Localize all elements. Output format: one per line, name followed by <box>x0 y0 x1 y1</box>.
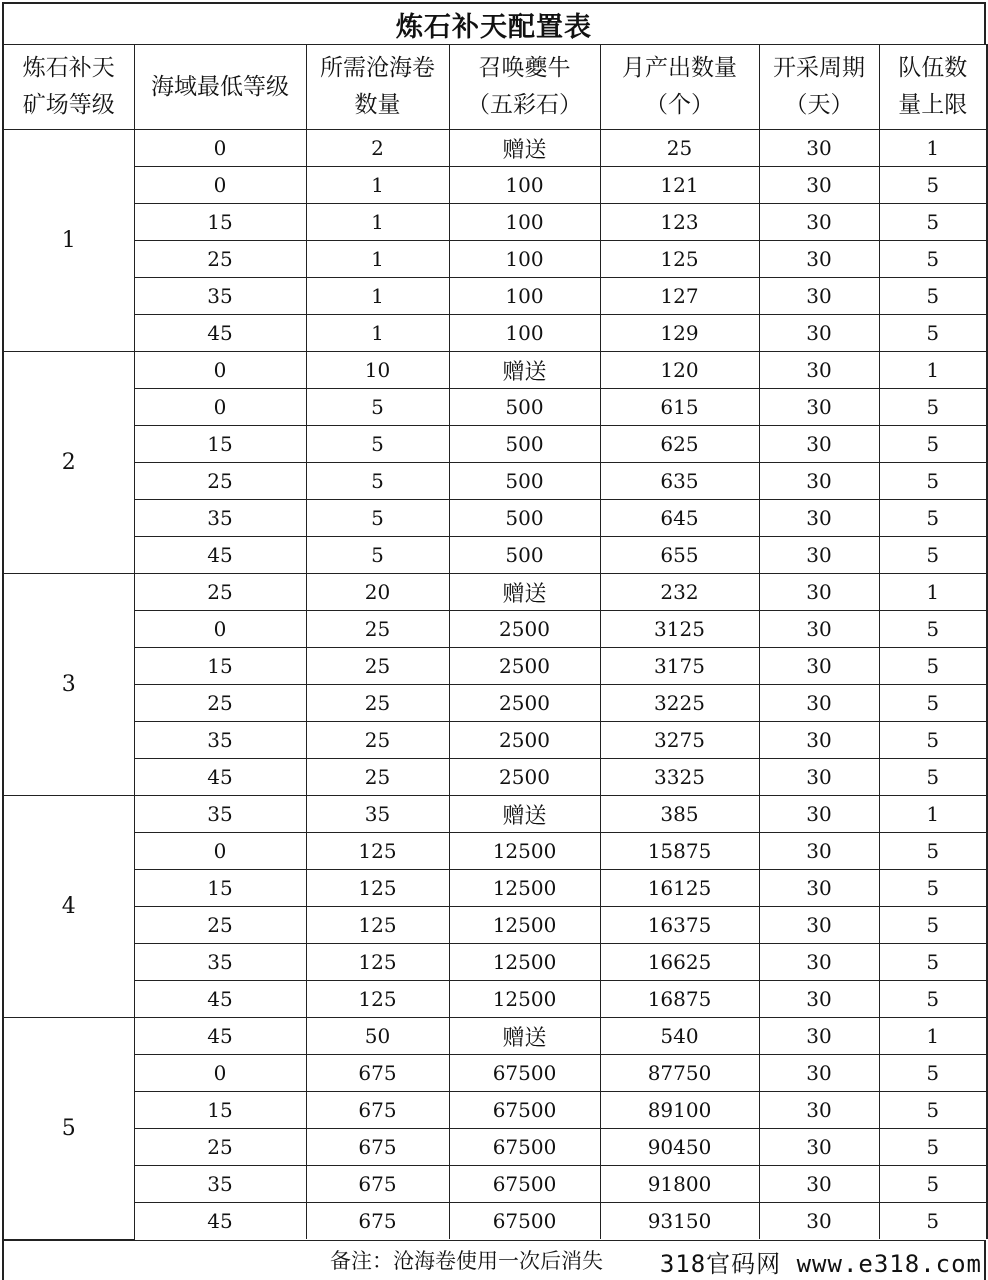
table-cell: 15 <box>134 426 306 463</box>
table-cell: 5 <box>306 500 449 537</box>
column-header-line: 海域最低等级 <box>151 73 289 100</box>
table-cell: 2500 <box>449 648 600 685</box>
mine-level-cell: 4 <box>3 796 134 1018</box>
table-row <box>3 389 987 426</box>
table-cell: 12500 <box>449 833 600 870</box>
mine-level-cell: 3 <box>3 574 134 796</box>
table-title: 炼石补天配置表 <box>2 2 986 44</box>
table-cell: 675 <box>306 1203 449 1240</box>
column-header-line: （个） <box>645 92 714 118</box>
table-cell: 0 <box>134 130 306 167</box>
table-cell: 35 <box>134 796 306 833</box>
table-cell: 50 <box>306 1018 449 1055</box>
table-cell: 123 <box>600 204 759 241</box>
table-cell: 645 <box>600 500 759 537</box>
table-cell: 5 <box>306 389 449 426</box>
header-row <box>3 45 987 130</box>
table-cell: 625 <box>600 426 759 463</box>
table-cell: 5 <box>879 1092 987 1129</box>
table-cell: 30 <box>759 833 879 870</box>
table-cell: 635 <box>600 463 759 500</box>
table-cell: 16875 <box>600 981 759 1018</box>
table-cell: 30 <box>759 315 879 352</box>
table-cell: 12500 <box>449 907 600 944</box>
column-header <box>3 45 134 130</box>
table-cell: 5 <box>879 426 987 463</box>
table-cell: 30 <box>759 1166 879 1203</box>
column-header-line: 月产出数量 <box>622 55 737 81</box>
watermark: 318官码网 www.e318.com <box>660 1244 982 1279</box>
table-cell: 1 <box>879 574 987 611</box>
table-cell: 赠送 <box>449 574 600 611</box>
table-cell: 45 <box>134 1018 306 1055</box>
table-cell: 100 <box>449 167 600 204</box>
table-cell: 90450 <box>600 1129 759 1166</box>
table-cell: 0 <box>134 352 306 389</box>
table-row <box>3 611 987 648</box>
table-cell: 2500 <box>449 722 600 759</box>
table-cell: 赠送 <box>449 796 600 833</box>
table-row <box>3 1092 987 1129</box>
table-cell: 5 <box>879 685 987 722</box>
table-cell: 500 <box>449 500 600 537</box>
table-cell: 0 <box>134 833 306 870</box>
table-row <box>3 1018 987 1055</box>
table-cell: 100 <box>449 204 600 241</box>
table-cell: 30 <box>759 463 879 500</box>
table-cell: 30 <box>759 796 879 833</box>
table-cell: 30 <box>759 241 879 278</box>
column-header-line: 所需沧海卷 <box>320 55 435 81</box>
table-cell: 10 <box>306 352 449 389</box>
table-row <box>3 167 987 204</box>
table-cell: 100 <box>449 278 600 315</box>
table-cell: 655 <box>600 537 759 574</box>
table-cell: 5 <box>879 315 987 352</box>
table-cell: 129 <box>600 315 759 352</box>
table-cell: 121 <box>600 167 759 204</box>
table-cell: 3175 <box>600 648 759 685</box>
table-row <box>3 352 987 389</box>
table-cell: 25 <box>306 685 449 722</box>
config-table <box>2 44 988 1240</box>
column-header-line: （天） <box>784 92 854 118</box>
table-cell: 30 <box>759 611 879 648</box>
column-header-line: 量上限 <box>898 92 968 118</box>
table-cell: 5 <box>879 1203 987 1240</box>
table-cell: 500 <box>449 389 600 426</box>
table-cell: 5 <box>879 167 987 204</box>
table-cell: 91800 <box>600 1166 759 1203</box>
table-cell: 120 <box>600 352 759 389</box>
column-header <box>600 45 759 130</box>
table-row <box>3 278 987 315</box>
footnote: 备注：沧海卷使用一次后消失 <box>2 1240 986 1280</box>
table-cell: 1 <box>306 204 449 241</box>
table-cell: 赠送 <box>449 130 600 167</box>
column-header <box>879 45 987 130</box>
table-row <box>3 1166 987 1203</box>
column-header <box>306 45 449 130</box>
mine-level-cell: 2 <box>3 352 134 574</box>
table-cell: 500 <box>449 537 600 574</box>
table-cell: 25 <box>134 241 306 278</box>
table-cell: 1 <box>879 130 987 167</box>
table-row <box>3 463 987 500</box>
table-row <box>3 130 987 167</box>
table-cell: 67500 <box>449 1055 600 1092</box>
table-cell: 2500 <box>449 685 600 722</box>
mine-level-cell: 1 <box>3 130 134 352</box>
table-cell: 20 <box>306 574 449 611</box>
table-cell: 30 <box>759 352 879 389</box>
table-cell: 500 <box>449 463 600 500</box>
table-cell: 87750 <box>600 1055 759 1092</box>
table-cell: 5 <box>879 611 987 648</box>
table-cell: 5 <box>879 833 987 870</box>
table-cell: 15 <box>134 1092 306 1129</box>
table-cell: 1 <box>879 796 987 833</box>
table-cell: 25 <box>306 648 449 685</box>
table-cell: 45 <box>134 1203 306 1240</box>
table-cell: 5 <box>879 500 987 537</box>
table-cell: 5 <box>879 537 987 574</box>
table-row <box>3 1129 987 1166</box>
table-row <box>3 426 987 463</box>
table-cell: 1 <box>306 315 449 352</box>
table-cell: 15875 <box>600 833 759 870</box>
column-header-line: （五彩石） <box>467 92 582 118</box>
table-cell: 30 <box>759 537 879 574</box>
table-row <box>3 1055 987 1092</box>
table-cell: 1 <box>306 167 449 204</box>
table-cell: 385 <box>600 796 759 833</box>
table-cell: 5 <box>879 204 987 241</box>
column-header <box>449 45 600 130</box>
table-cell: 赠送 <box>449 1018 600 1055</box>
table-row <box>3 833 987 870</box>
table-cell: 125 <box>306 833 449 870</box>
table-cell: 12500 <box>449 981 600 1018</box>
table-row <box>3 537 987 574</box>
table-cell: 675 <box>306 1055 449 1092</box>
table-cell: 30 <box>759 722 879 759</box>
table-cell: 35 <box>134 500 306 537</box>
table-cell: 5 <box>879 648 987 685</box>
table-cell: 2 <box>306 130 449 167</box>
table-cell: 125 <box>600 241 759 278</box>
table-cell: 67500 <box>449 1092 600 1129</box>
table-cell: 35 <box>134 722 306 759</box>
table-cell: 12500 <box>449 944 600 981</box>
table-cell: 30 <box>759 648 879 685</box>
table-cell: 30 <box>759 500 879 537</box>
table-cell: 5 <box>306 537 449 574</box>
table-cell: 25 <box>134 907 306 944</box>
table-cell: 5 <box>879 722 987 759</box>
table-cell: 15 <box>134 648 306 685</box>
table-row <box>3 685 987 722</box>
column-header-line: 队伍数 <box>898 55 968 81</box>
table-cell: 67500 <box>449 1166 600 1203</box>
table-cell: 35 <box>134 1166 306 1203</box>
table-cell: 5 <box>879 1166 987 1203</box>
table-cell: 615 <box>600 389 759 426</box>
table-cell: 127 <box>600 278 759 315</box>
table-cell: 93150 <box>600 1203 759 1240</box>
table-cell: 25 <box>134 1129 306 1166</box>
table-row <box>3 648 987 685</box>
table-cell: 30 <box>759 907 879 944</box>
table-row <box>3 796 987 833</box>
table-cell: 3125 <box>600 611 759 648</box>
column-header-line: 矿场等级 <box>22 92 115 118</box>
table-cell: 30 <box>759 1129 879 1166</box>
table-row <box>3 981 987 1018</box>
table-cell: 1 <box>306 278 449 315</box>
table-row <box>3 944 987 981</box>
table-cell: 25 <box>306 759 449 796</box>
table-cell: 45 <box>134 759 306 796</box>
table-cell: 30 <box>759 426 879 463</box>
table-cell: 3325 <box>600 759 759 796</box>
table-cell: 67500 <box>449 1203 600 1240</box>
table-cell: 1 <box>306 241 449 278</box>
table-cell: 35 <box>306 796 449 833</box>
table-cell: 540 <box>600 1018 759 1055</box>
column-header <box>759 45 879 130</box>
table-cell: 30 <box>759 167 879 204</box>
table-cell: 25 <box>306 611 449 648</box>
table-cell: 100 <box>449 241 600 278</box>
table-cell: 0 <box>134 167 306 204</box>
table-cell: 45 <box>134 537 306 574</box>
table-row <box>3 1203 987 1240</box>
table-cell: 5 <box>879 241 987 278</box>
table-cell: 30 <box>759 685 879 722</box>
table-cell: 赠送 <box>449 352 600 389</box>
table-cell: 500 <box>449 426 600 463</box>
table-cell: 125 <box>306 944 449 981</box>
table-cell: 1 <box>879 352 987 389</box>
table-cell: 5 <box>306 426 449 463</box>
table-cell: 35 <box>134 944 306 981</box>
table-cell: 35 <box>134 278 306 315</box>
table-cell: 12500 <box>449 870 600 907</box>
table-cell: 5 <box>879 463 987 500</box>
table-cell: 5 <box>879 1129 987 1166</box>
table-cell: 16375 <box>600 907 759 944</box>
table-cell: 0 <box>134 1055 306 1092</box>
table-cell: 30 <box>759 944 879 981</box>
table-cell: 45 <box>134 315 306 352</box>
table-cell: 100 <box>449 315 600 352</box>
table-cell: 30 <box>759 278 879 315</box>
table-cell: 45 <box>134 981 306 1018</box>
table-row <box>3 870 987 907</box>
table-cell: 675 <box>306 1092 449 1129</box>
table-cell: 30 <box>759 870 879 907</box>
table-cell: 2500 <box>449 611 600 648</box>
column-header-line: 召唤夔牛 <box>478 55 571 81</box>
table-cell: 30 <box>759 981 879 1018</box>
column-header-line: 开采周期 <box>773 55 865 81</box>
table-cell: 675 <box>306 1166 449 1203</box>
table-cell: 125 <box>306 907 449 944</box>
table-cell: 25 <box>134 463 306 500</box>
table-cell: 89100 <box>600 1092 759 1129</box>
table-cell: 5 <box>879 1055 987 1092</box>
table-cell: 125 <box>306 870 449 907</box>
column-header-line: 炼石补天 <box>22 55 115 81</box>
table-cell: 5 <box>879 389 987 426</box>
table-cell: 5 <box>879 907 987 944</box>
table-body <box>3 130 987 1240</box>
table-cell: 0 <box>134 389 306 426</box>
table-cell: 25 <box>600 130 759 167</box>
table-cell: 2500 <box>449 759 600 796</box>
table-cell: 5 <box>879 944 987 981</box>
table-cell: 30 <box>759 1018 879 1055</box>
table-row <box>3 574 987 611</box>
table-cell: 30 <box>759 1092 879 1129</box>
table-cell: 5 <box>879 278 987 315</box>
table-cell: 15 <box>134 204 306 241</box>
table-cell: 675 <box>306 1129 449 1166</box>
table-cell: 3225 <box>600 685 759 722</box>
table-cell: 30 <box>759 574 879 611</box>
table-cell: 30 <box>759 389 879 426</box>
table-cell: 0 <box>134 611 306 648</box>
table-cell: 30 <box>759 1055 879 1092</box>
table-cell: 5 <box>306 463 449 500</box>
table-cell: 5 <box>879 759 987 796</box>
table-cell: 16625 <box>600 944 759 981</box>
table-cell: 125 <box>306 981 449 1018</box>
table-row <box>3 759 987 796</box>
table-cell: 1 <box>879 1018 987 1055</box>
table-row <box>3 907 987 944</box>
table-cell: 30 <box>759 130 879 167</box>
table-row <box>3 241 987 278</box>
config-sheet <box>2 2 986 1240</box>
column-header-line: 数量 <box>354 92 401 118</box>
column-header <box>134 45 306 130</box>
table-cell: 5 <box>879 981 987 1018</box>
table-cell: 25 <box>306 722 449 759</box>
mine-level-cell: 5 <box>3 1018 134 1240</box>
table-row <box>3 500 987 537</box>
table-row <box>3 204 987 241</box>
table-cell: 67500 <box>449 1129 600 1166</box>
table-cell: 25 <box>134 574 306 611</box>
table-cell: 30 <box>759 759 879 796</box>
table-cell: 16125 <box>600 870 759 907</box>
table-cell: 30 <box>759 1203 879 1240</box>
table-cell: 25 <box>134 685 306 722</box>
table-cell: 5 <box>879 870 987 907</box>
table-cell: 3275 <box>600 722 759 759</box>
table-row <box>3 722 987 759</box>
table-row <box>3 315 987 352</box>
table-cell: 232 <box>600 574 759 611</box>
table-cell: 30 <box>759 204 879 241</box>
table-cell: 15 <box>134 870 306 907</box>
